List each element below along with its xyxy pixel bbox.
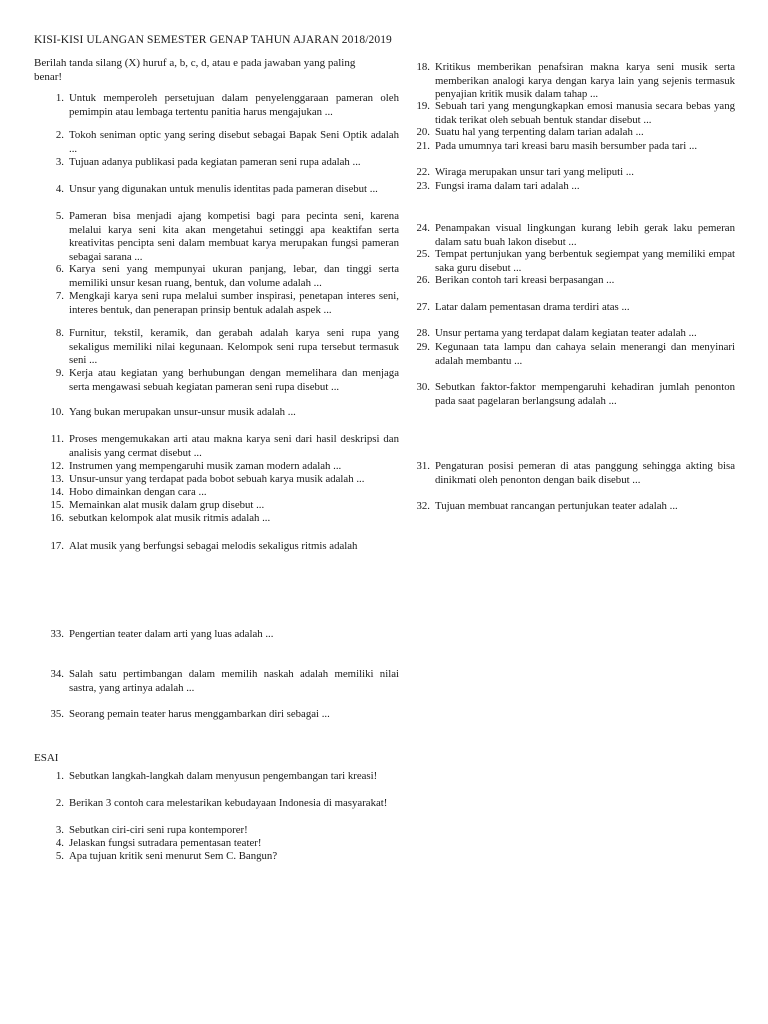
question-number: 18. [416, 61, 430, 73]
question-text: Kerja atau kegiatan yang berhubungan dengan memelihara dan menjaga serta mengawasi sebuah kegiatan pameran seni rupa disebut ... [69, 367, 399, 393]
question-number: 13. [50, 473, 64, 485]
question-text: Sebuah tari yang mengungkapkan emosi manusia secara bebas yang tidak terikat oleh sebuah bentuk standar disebut ... [435, 100, 735, 126]
question-text: Furnitur, tekstil, keramik, dan gerabah adalah karya seni rupa yang sekaligus memiliki nilai kegunaan. Kelompok seni rupa tersebut termasuk seni ... [69, 327, 399, 366]
question-number: 15. [50, 499, 64, 511]
esai-heading: ESAI [34, 752, 59, 764]
question-text: Wiraga merupakan unsur tari yang meliputi ... [435, 166, 634, 178]
esai-number: 5. [55, 850, 64, 862]
question-number: 21. [416, 140, 430, 152]
question-number: 5. [55, 210, 64, 222]
question-number: 24. [416, 222, 430, 234]
question-text: sebutkan kelompok alat musik ritmis adalah ... [69, 512, 271, 524]
question-text: Instrumen yang mempengaruhi musik zaman modern adalah ... [69, 460, 342, 472]
question-number: 1. [55, 92, 64, 104]
question-number: 33. [50, 628, 64, 640]
question-number: 34. [50, 668, 64, 680]
question-text: Tujuan adanya publikasi pada kegiatan pameran seni rupa adalah ... [69, 156, 361, 168]
question-text: Yang bukan merupakan unsur-unsur musik adalah ... [69, 406, 296, 418]
question-text: Berikan contoh tari kreasi berpasangan ... [435, 274, 615, 286]
question-number: 8. [55, 327, 64, 339]
question-text: Unsur pertama yang terdapat dalam kegiatan teater adalah ... [435, 327, 697, 339]
question-number: 17. [50, 540, 64, 552]
question-number: 2. [55, 129, 64, 141]
question-text: Fungsi irama dalam tari adalah ... [435, 180, 580, 192]
question-number: 4. [55, 183, 64, 195]
question-text: Pada umumnya tari kreasi baru masih bersumber pada tari ... [435, 140, 698, 152]
esai-number: 3. [55, 824, 64, 836]
question-number: 12. [50, 460, 64, 472]
question-text: Unsur-unsur yang terdapat pada bobot sebuah karya musik adalah ... [69, 473, 365, 485]
question-number: 10. [50, 406, 64, 418]
question-number: 20. [416, 126, 430, 138]
question-number: 7. [55, 290, 64, 302]
question-text: Tempat pertunjukan yang berbentuk segiempat yang memiliki empat saka guru disebut ... [435, 248, 735, 274]
question-number: 28. [416, 327, 430, 339]
document-title: KISI-KISI ULANGAN SEMESTER GENAP TAHUN AJARAN 2018/2019 [34, 34, 392, 46]
question-number: 23. [416, 180, 430, 192]
question-text: Tujuan membuat rancangan pertunjukan teater adalah ... [435, 500, 678, 512]
question-number: 30. [416, 381, 430, 393]
question-text: Pengaturan posisi pemeran di atas panggung sehingga akting bisa dinikmati oleh penonton dengan baik disebut ... [435, 460, 735, 486]
question-number: 14. [50, 486, 64, 498]
question-number: 22. [416, 166, 430, 178]
question-text: Tokoh seniman optic yang sering disebut sebagai Bapak Seni Optik adalah ... [69, 129, 399, 155]
question-number: 9. [55, 367, 64, 379]
esai-text: Sebutkan ciri-ciri seni rupa kontemporer! [69, 824, 248, 836]
question-text: Kritikus memberikan penafsiran makna karya seni musik serta memberikan analogi karya dengan karya lain yang sejenis termasuk penyajian kritik musik dalam tahap ... [435, 61, 735, 100]
question-number: 25. [416, 248, 430, 260]
esai-number: 4. [55, 837, 64, 849]
esai-text: Apa tujuan kritik seni menurut Sem C. Bangun? [69, 850, 278, 862]
esai-number: 1. [55, 770, 64, 782]
question-text: Suatu hal yang terpenting dalam tarian adalah ... [435, 126, 644, 138]
question-number: 16. [50, 512, 64, 524]
question-number: 32. [416, 500, 430, 512]
question-number: 19. [416, 100, 430, 112]
question-number: 27. [416, 301, 430, 313]
question-number: 29. [416, 341, 430, 353]
question-number: 3. [55, 156, 64, 168]
question-text: Sebutkan faktor-faktor mempengaruhi kehadiran jumlah penonton pada saat pagelaran berlangsung adalah ... [435, 381, 735, 407]
esai-number: 2. [55, 797, 64, 809]
question-text: Proses mengemukakan arti atau makna karya seni dari hasil deskripsi dan analisis yang cermat disebut ... [69, 433, 399, 459]
question-number: 6. [55, 263, 64, 275]
question-number: 11. [50, 433, 64, 445]
question-number: 35. [50, 708, 64, 720]
esai-text: Jelaskan fungsi sutradara pementasan teater! [69, 837, 262, 849]
esai-text: Sebutkan langkah-langkah dalam menyusun pengembangan tari kreasi! [69, 770, 378, 782]
question-text: Memainkan alat musik dalam grup disebut ... [69, 499, 265, 511]
question-text: Latar dalam pementasan drama terdiri atas ... [435, 301, 630, 313]
question-text: Alat musik yang berfungsi sebagai melodis sekaligus ritmis adalah [69, 540, 358, 552]
question-text: Hobo dimainkan dengan cara ... [69, 486, 207, 498]
question-number: 31. [416, 460, 430, 472]
question-text: Salah satu pertimbangan dalam memilih naskah adalah memiliki nilai sastra, yang artinya adalah ... [69, 668, 399, 694]
question-text: Mengkaji karya seni rupa melalui sumber inspirasi, penetapan interes seni, interes bentuk, dan penerapan prinsip bentuk adalah aspek ... [69, 290, 399, 316]
question-text: Karya seni yang mempunyai ukuran panjang, lebar, dan tinggi serta memiliki unsur kesan ruang, bentuk, dan volume adalah ... [69, 263, 399, 289]
question-text: Penampakan visual lingkungan kurang lebih gerak laku pemeran dalam satu buah lakon disebut ... [435, 222, 735, 248]
question-number: 26. [416, 274, 430, 286]
question-text: Seorang pemain teater harus menggambarkan diri sebagai ... [69, 708, 330, 720]
question-text: Pengertian teater dalam arti yang luas adalah ... [69, 628, 274, 640]
question-text: Kegunaan tata lampu dan cahaya selain menerangi dan menyinari adalah membantu ... [435, 341, 735, 367]
instruction-text: Berilah tanda silang (X) huruf a, b, c, d, atau e pada jawaban yang paling benar! [34, 57, 356, 83]
question-text: Pameran bisa menjadi ajang kompetisi bagi para pecinta seni, karena melalui karya seni kita akan mengetahui setinggi apa keaktifan serta kreativitas pencipta seni dalam membuat karya merupakan fungsi pameran sebagai sarana ... [69, 210, 399, 263]
esai-text: Berikan 3 contoh cara melestarikan kebudayaan Indonesia di masyarakat! [69, 797, 388, 809]
question-text: Unsur yang digunakan untuk menulis identitas pada pameran disebut ... [69, 183, 378, 195]
question-text: Untuk memperoleh persetujuan dalam penyelenggaraan pameran oleh pemimpin atau lembaga tertentu panitia harus mengajukan ... [69, 92, 399, 118]
